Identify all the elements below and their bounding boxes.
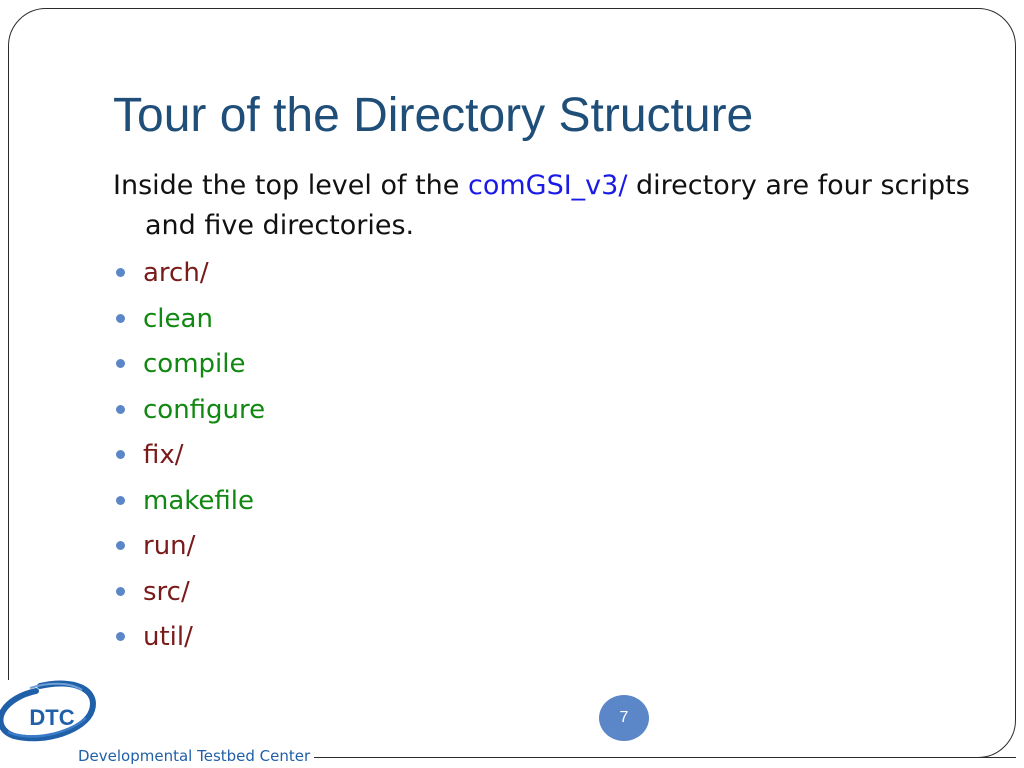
org-name: Developmental Testbed Center — [78, 746, 314, 766]
bullet-label: run/ — [143, 531, 196, 561]
bullet-item — [113, 392, 265, 438]
footer-divider — [320, 757, 1016, 758]
intro-paragraph — [113, 166, 993, 246]
bullet-dot-icon — [116, 587, 125, 596]
bullet-item — [113, 346, 265, 392]
bullet-dot-icon — [116, 450, 125, 459]
bullet-label: src/ — [143, 576, 190, 607]
bullet-label: makefile — [143, 485, 254, 516]
bullet-item — [113, 483, 265, 529]
bullet-dot-icon — [116, 359, 125, 368]
bullet-dot-icon — [116, 496, 125, 505]
dtc-logo-icon — [0, 678, 100, 748]
bullet-dot-icon — [116, 632, 125, 641]
intro-suffix: directory are four scripts and five directories. — [145, 170, 970, 241]
bullet-item — [113, 574, 265, 620]
bullet-label: util/ — [143, 622, 193, 652]
logo-text: DTC — [29, 705, 75, 730]
bullet-item — [113, 437, 265, 483]
intro-highlight: comGSI_v3/ — [467, 170, 628, 201]
bullet-label: configure — [143, 394, 266, 425]
bullet-item — [113, 255, 265, 301]
bullet-item — [113, 301, 265, 347]
bullet-list — [113, 255, 265, 665]
bullet-dot-icon — [116, 405, 125, 414]
intro-prefix: Inside the top level of the — [113, 170, 468, 201]
slide-title: Tour of the Directory Structure — [113, 89, 754, 142]
bullet-dot-icon — [116, 314, 125, 323]
bullet-dot-icon — [116, 541, 125, 550]
page-number-badge: 7 — [599, 695, 649, 741]
bullet-label: fix/ — [143, 440, 184, 470]
bullet-label: clean — [143, 303, 213, 334]
bullet-dot-icon — [116, 268, 125, 277]
bullet-item — [113, 528, 265, 574]
bullet-label: arch/ — [143, 258, 209, 288]
bullet-label: compile — [143, 349, 246, 379]
bullet-item — [113, 619, 265, 665]
